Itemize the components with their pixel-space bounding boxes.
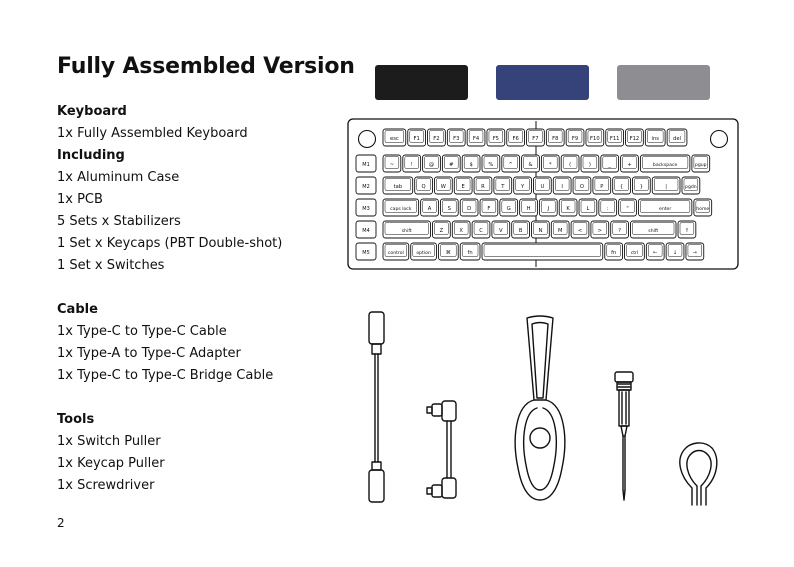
key-label: : bbox=[606, 206, 609, 212]
key-label: < bbox=[577, 228, 583, 234]
key-label: ← bbox=[653, 250, 658, 256]
list-item: 1x Switch Puller bbox=[57, 434, 161, 449]
key-label: I bbox=[561, 184, 563, 190]
key-label: F7 bbox=[532, 136, 539, 142]
key-label: D bbox=[467, 206, 472, 212]
list-item: 1x PCB bbox=[57, 192, 103, 207]
key-label: pgdn bbox=[685, 185, 697, 190]
key-label: pgup bbox=[694, 163, 707, 168]
key-label: + bbox=[627, 162, 632, 168]
key-label: U bbox=[540, 184, 545, 190]
key-label: ↑ bbox=[684, 228, 690, 234]
key-label: R bbox=[481, 184, 485, 190]
key-label: X bbox=[459, 228, 463, 234]
page-title: Fully Assembled Version bbox=[57, 54, 355, 79]
key-label: H bbox=[526, 206, 531, 212]
key-label: Y bbox=[520, 184, 525, 190]
key-label: " bbox=[626, 206, 629, 212]
key-label: C bbox=[479, 228, 483, 234]
list-item: 1x Type-A to Type-C Adapter bbox=[57, 346, 241, 361]
list-item: 1x Type-C to Type-C Bridge Cable bbox=[57, 368, 274, 383]
key-label: backspace bbox=[652, 163, 678, 168]
key-label: ins bbox=[651, 136, 659, 142]
key-label: F5 bbox=[492, 136, 499, 142]
key-label: $ bbox=[469, 162, 473, 168]
key-label: * bbox=[549, 162, 552, 168]
key-label: caps lock bbox=[390, 207, 412, 212]
bridge-cable-icon bbox=[427, 401, 456, 498]
key-label: F11 bbox=[609, 136, 620, 142]
section-heading: Keyboard bbox=[57, 104, 127, 119]
key-label: > bbox=[597, 228, 602, 234]
key-label: L bbox=[586, 206, 590, 212]
key-label: % bbox=[488, 162, 494, 168]
key-label: enter bbox=[659, 207, 672, 212]
key-label: B bbox=[518, 228, 523, 234]
key-label: K bbox=[566, 206, 570, 212]
key-label: J bbox=[547, 206, 550, 212]
key-label: T bbox=[501, 184, 505, 190]
key-label: → bbox=[692, 250, 698, 256]
key-label: F4 bbox=[472, 136, 480, 142]
macro-key-label: M2 bbox=[362, 184, 370, 190]
key-label: ^ bbox=[508, 162, 513, 168]
key-label: ↓ bbox=[672, 250, 678, 256]
key-label: F2 bbox=[433, 136, 440, 142]
key-label: A bbox=[427, 206, 432, 212]
key-label: F1 bbox=[413, 136, 420, 142]
key-label: | bbox=[665, 184, 668, 190]
key-label: ! bbox=[410, 162, 413, 168]
key-label: F9 bbox=[571, 136, 579, 142]
key-label: } bbox=[639, 184, 644, 190]
key-label: control bbox=[387, 251, 404, 256]
page-number: 2 bbox=[57, 516, 65, 530]
key-label: home bbox=[696, 207, 710, 212]
key-label: F3 bbox=[453, 136, 460, 142]
section-heading: Cable bbox=[57, 302, 98, 317]
key-label: G bbox=[506, 206, 511, 212]
key-label: del bbox=[673, 136, 681, 142]
key-label: & bbox=[528, 162, 533, 168]
list-item: 5 Sets x Stabilizers bbox=[57, 214, 181, 229]
key-label: shift bbox=[401, 229, 412, 234]
list-item: 1x Aluminum Case bbox=[57, 170, 180, 185]
macro-key-label: M4 bbox=[362, 228, 370, 234]
key-label: ⌘ bbox=[445, 250, 451, 256]
key-label: @ bbox=[428, 162, 435, 168]
list-item: 1x Type-C to Type-C Cable bbox=[57, 324, 227, 339]
list-item: 1 Set x Switches bbox=[57, 258, 165, 273]
key-label: ctrl bbox=[630, 251, 639, 256]
section-heading: Including bbox=[57, 148, 125, 163]
switch-puller-icon bbox=[680, 443, 717, 505]
key-label: F bbox=[487, 206, 491, 212]
key-label: F6 bbox=[512, 136, 519, 142]
key-label: S bbox=[447, 206, 451, 212]
key-label: V bbox=[499, 228, 503, 234]
macro-key-label: M3 bbox=[362, 206, 370, 212]
key-label: ) bbox=[588, 162, 591, 168]
key-label: P bbox=[600, 184, 604, 190]
key-label: F8 bbox=[552, 136, 559, 142]
key-label: N bbox=[538, 228, 543, 234]
key-label: Q bbox=[421, 184, 426, 190]
key-label: M bbox=[557, 228, 563, 234]
list-item: 1x Screwdriver bbox=[57, 478, 155, 493]
section-heading: Tools bbox=[57, 412, 95, 427]
key-label: ? bbox=[618, 228, 621, 234]
list-item: 1x Keycap Puller bbox=[57, 456, 165, 471]
macro-key-label: M5 bbox=[362, 250, 370, 256]
cable-icon bbox=[369, 312, 384, 502]
key-label: F12 bbox=[629, 136, 640, 142]
key-label: option bbox=[416, 251, 431, 256]
macro-key-label: M1 bbox=[362, 162, 370, 168]
list-item: 1 Set x Keycaps (PBT Double-shot) bbox=[57, 236, 283, 251]
key-label: E bbox=[461, 184, 465, 190]
key-label: { bbox=[619, 184, 624, 190]
key-label: tab bbox=[393, 184, 403, 190]
key-label: Z bbox=[439, 228, 444, 234]
key-label: fn bbox=[611, 250, 617, 256]
key-label: _ bbox=[608, 162, 611, 168]
key-label: shift bbox=[648, 229, 659, 234]
key-label: # bbox=[449, 162, 454, 168]
key-label: ~ bbox=[389, 162, 395, 168]
keycap-puller-icon bbox=[515, 316, 565, 500]
screwdriver-icon bbox=[615, 372, 633, 500]
key-label: ( bbox=[569, 162, 572, 168]
key-label: F10 bbox=[590, 136, 600, 142]
key-label: O bbox=[579, 184, 585, 190]
key-label: W bbox=[440, 184, 446, 190]
key-label: esc bbox=[390, 136, 399, 142]
key-label: fn bbox=[467, 250, 473, 256]
list-item: 1x Fully Assembled Keyboard bbox=[57, 126, 248, 141]
